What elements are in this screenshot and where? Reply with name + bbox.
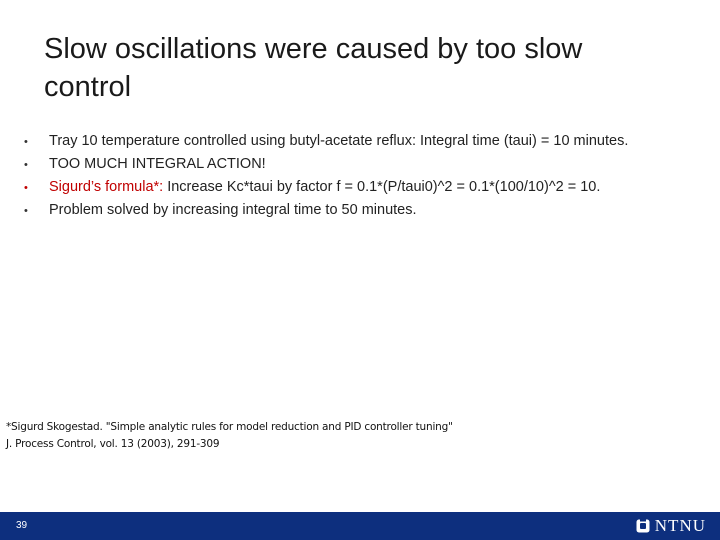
bullet-icon: • — [24, 159, 28, 171]
bullet-text: Tray 10 temperature controlled using butyl-acetate reflux: Integral time (taui) = 10 minutes. — [49, 133, 629, 149]
footer-bar — [0, 512, 720, 540]
bullet-item — [24, 130, 704, 153]
bullet-text: TOO MUCH INTEGRAL ACTION! — [49, 156, 266, 172]
footnote-citation: *Sigurd Skogestad. "Simple analytic rules for model reduction and PID controller tuning" — [6, 421, 453, 433]
page-number: 39 — [16, 520, 28, 531]
bullet-text: Increase Kc*taui by factor f = 0.1*(P/taui0)^2 = 0.1*(100/10)^2 = 10. — [163, 179, 601, 195]
slide-title: Slow oscillations were caused by too slow control — [44, 33, 583, 103]
footnote-journal: J. Process Control, vol. 13 (2003), 291-309 — [6, 438, 220, 450]
bullet-item — [24, 176, 704, 199]
ntnu-logo-icon — [636, 519, 650, 533]
bullet-item — [24, 199, 704, 222]
footnote — [6, 419, 706, 453]
bullet-icon: • — [24, 182, 28, 194]
bullet-list — [24, 130, 704, 222]
bullet-item — [24, 153, 704, 176]
bullet-icon: • — [24, 136, 28, 148]
bullet-icon: • — [24, 205, 28, 217]
ntnu-logo — [636, 516, 706, 536]
logo-text: NTNU — [654, 516, 706, 535]
formula-label: Sigurd’s formula*: — [49, 179, 164, 195]
bullet-text: Problem solved by increasing integral time to 50 minutes. — [49, 202, 417, 218]
